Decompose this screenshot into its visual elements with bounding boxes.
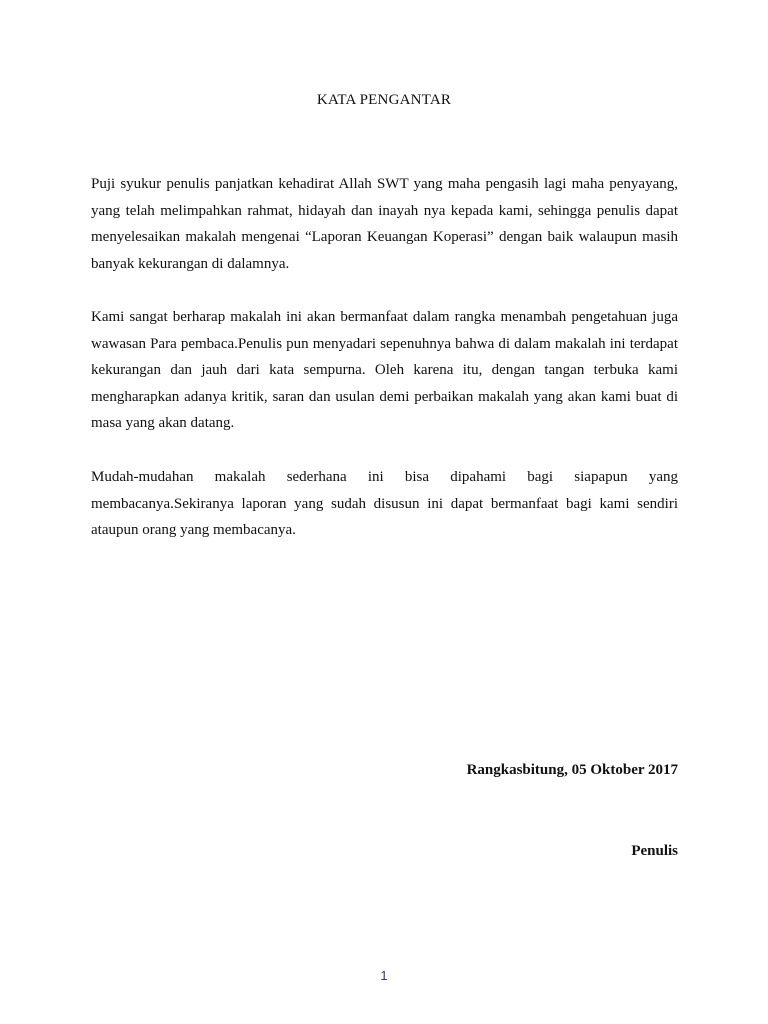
paragraph-text: Puji syukur penulis panjatkan kehadirat Allah SWT yang maha pengasih lagi maha penyayang, yang telah melimpahkan rahmat, hidayah dan inayah nya kepada kami, sehingga penulis dapat menyelesaikan makalah mengenai “Laporan Keuangan Koperasi” dengan baik walaupun masih banyak kekurangan di dalamnya. — [91, 176, 678, 272]
paragraph-text: Mudah-mudahan makalah sederhana ini bisa dipahami bagi siapapun yang membacanya.Sekiranya laporan yang sudah disusun ini dapat bermanfaat bagi kami sendiri ataupun orang yang membacanya. — [91, 469, 678, 539]
page-number: 1 — [380, 968, 388, 983]
document-title: KATA PENGANTAR — [316, 92, 452, 108]
paragraph-1 — [91, 171, 678, 277]
paragraph-2 — [91, 304, 678, 437]
author-signature: Penulis — [631, 843, 678, 859]
paragraph-3 — [91, 464, 678, 544]
place-date: Rangkasbitung, 05 Oktober 2017 — [466, 762, 678, 778]
paragraph-text: Kami sangat berharap makalah ini akan bermanfaat dalam rangka menambah pengetahuan juga wawasan Para pembaca.Penulis pun menyadari sepenuhnya bahwa di dalam makalah ini terdapat kekurangan dan jauh dari kata sempurna. Oleh karena itu, dengan tangan terbuka kami mengharapkan adanya kritik, saran dan usulan demi perbaikan makalah yang akan kami buat di masa yang akan datang. — [91, 309, 678, 432]
